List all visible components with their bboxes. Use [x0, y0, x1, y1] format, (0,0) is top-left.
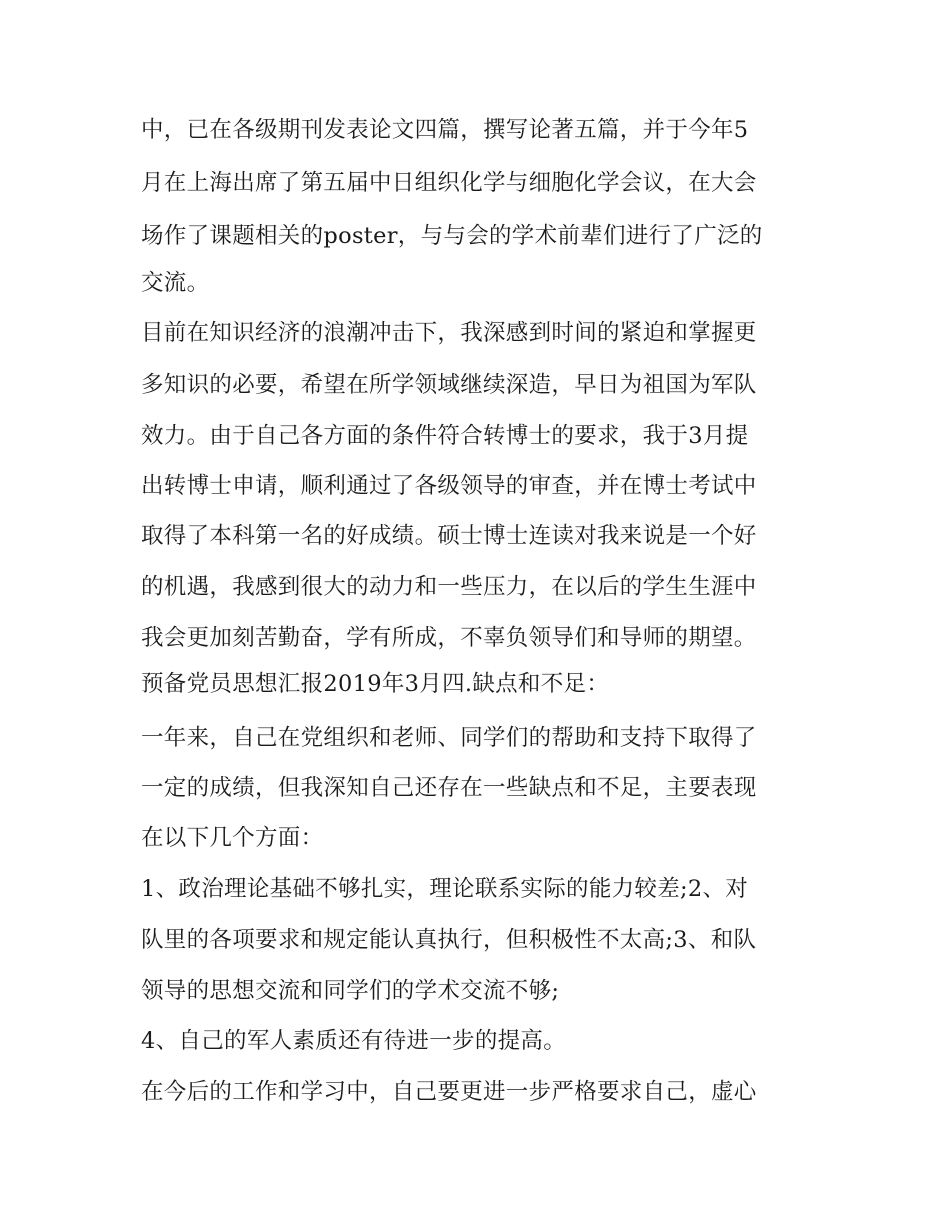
- text-line: 一定的成绩，但我深知自己还存在一些缺点和不足，主要表现: [141, 775, 757, 801]
- text-line: 领导的思想交流和同学们的学术交流不够;: [141, 978, 560, 1004]
- text-line: 出转博士申请，顺利通过了各级领导的审查，并在博士考试中: [141, 473, 757, 499]
- text-line: 取得了本科第一名的好成绩。硕士博士连读对我来说是一个好: [141, 523, 757, 549]
- text-line: 交流。: [141, 270, 210, 296]
- text-line: 在以下几个方面：: [141, 825, 324, 851]
- text-line: 目前在知识经济的浪潮冲击下，我深感到时间的紧迫和掌握更: [141, 320, 757, 346]
- text-line: 队里的各项要求和规定能认真执行，但积极性不太高;3、和队: [141, 927, 757, 953]
- text-line: 预备党员思想汇报2019年3月四.缺点和不足：: [141, 671, 610, 697]
- text-line: 多知识的必要，希望在所学领域继续深造，早日为祖国为军队: [141, 372, 757, 398]
- text-line: 在今后的工作和学习中，自己要更进一步严格要求自己，虚心: [141, 1079, 757, 1105]
- text-line: 我会更加刻苦勤奋，学有所成，不辜负领导们和导师的期望。: [141, 625, 757, 651]
- text-line: 4、自己的军人素质还有待进一步的提高。: [141, 1028, 567, 1054]
- text-line: 效力。由于自己各方面的条件符合转博士的要求，我于3月提: [141, 423, 749, 449]
- text-line: 月在上海出席了第五届中日组织化学与细胞化学会议，在大会: [141, 170, 757, 196]
- text-line: 1、政治理论基础不够扎实，理论联系实际的能力较差;2、对: [141, 876, 749, 902]
- text-line: 的机遇，我感到很大的动力和一些压力，在以后的学生生涯中: [141, 574, 757, 600]
- text-line: 中，已在各级期刊发表论文四篇，撰写论著五篇，并于今年5: [141, 117, 749, 143]
- text-line: 场作了课题相关的poster，与与会的学术前辈们进行了广泛的: [141, 223, 763, 249]
- text-line: 一年来，自己在党组织和老师、同学们的帮助和支持下取得了: [141, 725, 757, 751]
